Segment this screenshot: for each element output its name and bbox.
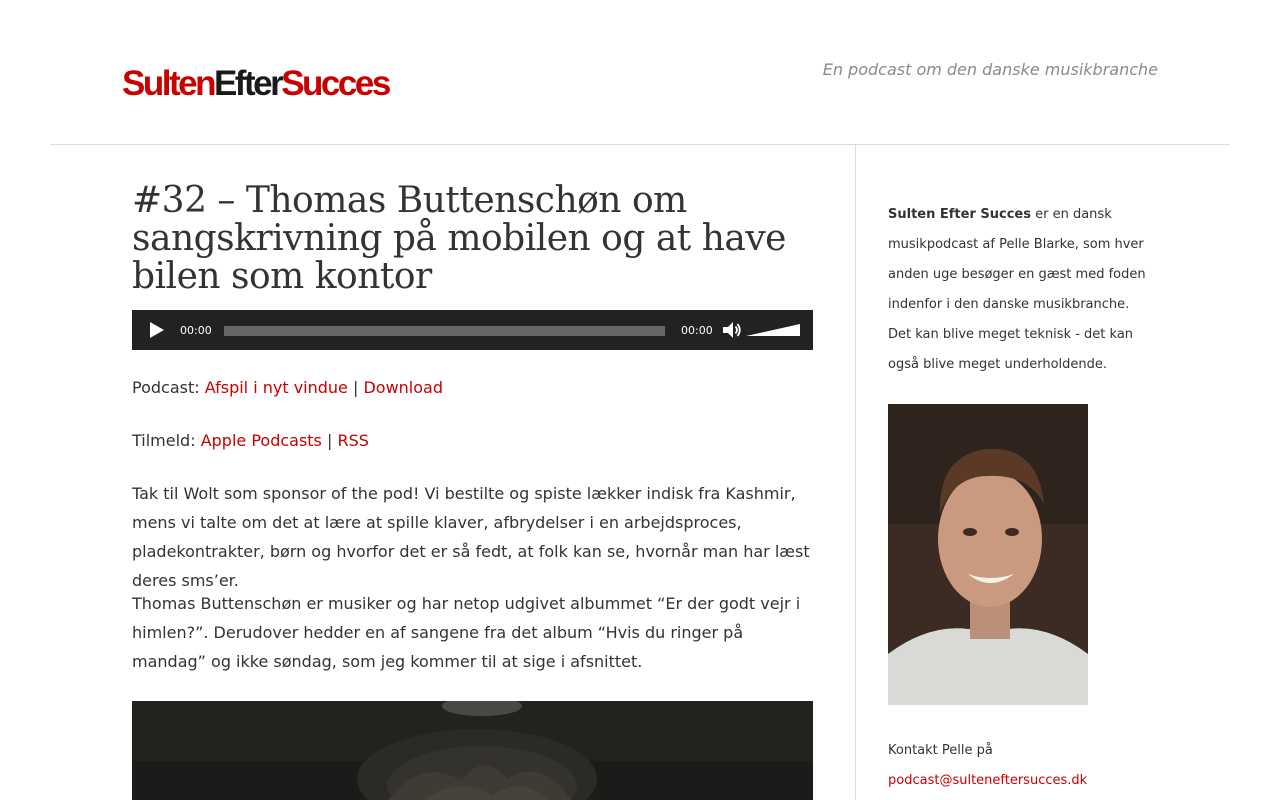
logo-part-succes: Succes — [281, 64, 389, 103]
episode-photo — [132, 701, 813, 800]
separator: | — [326, 431, 333, 450]
about-title: Sulten Efter Succes — [888, 207, 1031, 222]
about-description: er en dansk musikpodcast af Pelle Blarke, som hver anden uge besøger en gæst med foden indenfor i den danske musikbranche. Det kan blive meget teknisk - det kan også blive meget underholdende. — [888, 207, 1146, 372]
rss-link[interactable]: RSS — [337, 431, 369, 450]
post-content — [132, 180, 813, 671]
post-paragraph: Tak til Wolt som sponsor of the pod! Vi bestilte og spiste lækker indisk fra Kashmir, mens vi talte om det at lære at spille klaver, afbrydelser i en arbejdsproces, pladekontrakter, børn og hvorfor det er så fedt, at folk kan se, hvornår man har læst deres sms’er. — [132, 484, 810, 590]
play-new-window-link[interactable]: Afspil i nyt vindue — [204, 378, 348, 397]
play-icon[interactable] — [150, 322, 164, 338]
apple-podcasts-link[interactable]: Apple Podcasts — [200, 431, 322, 450]
contact-block — [888, 736, 1148, 796]
podcast-label: Podcast: — [132, 378, 200, 397]
contact-email-link[interactable]: podcast@sulteneftersucces.dk — [888, 773, 1088, 788]
sidebar — [888, 200, 1148, 788]
separator: | — [352, 378, 359, 397]
subscribe-label: Tilmeld: — [132, 431, 196, 450]
download-link[interactable]: Download — [363, 378, 443, 397]
header-divider — [50, 144, 1230, 145]
site-header — [0, 0, 1280, 145]
progress-rail[interactable] — [224, 326, 665, 336]
post-paragraph: Thomas Buttenschøn er musiker og har netop udgivet albummet “Er der godt vejr i himlen?”. Derudover hedder en af sangene fra det album “Hvis du ringer på mandag” og ikke søndag, som jeg kommer til at sige i afsnittet. — [132, 594, 801, 671]
contact-label: Kontakt Pelle på — [888, 743, 993, 758]
volume-slider[interactable] — [746, 322, 800, 338]
post-title: #32 – Thomas Buttenschøn om sangskrivning på mobilen og at have bilen som kontor — [132, 180, 786, 297]
site-logo[interactable] — [122, 62, 389, 106]
volume-icon[interactable] — [722, 321, 742, 339]
podcast-links — [132, 373, 813, 402]
host-portrait — [888, 404, 1088, 705]
site-tagline: En podcast om den danske musikbranche — [822, 60, 1158, 79]
about-text — [888, 200, 1148, 380]
subscribe-links — [132, 426, 813, 455]
current-time: 00:00 — [180, 324, 212, 337]
duration-time: 00:00 — [681, 324, 713, 337]
logo-part-sulten: Sulten — [122, 64, 214, 103]
audio-player — [132, 310, 813, 350]
column-divider — [855, 145, 856, 800]
logo-part-efter: Efter — [213, 64, 282, 103]
